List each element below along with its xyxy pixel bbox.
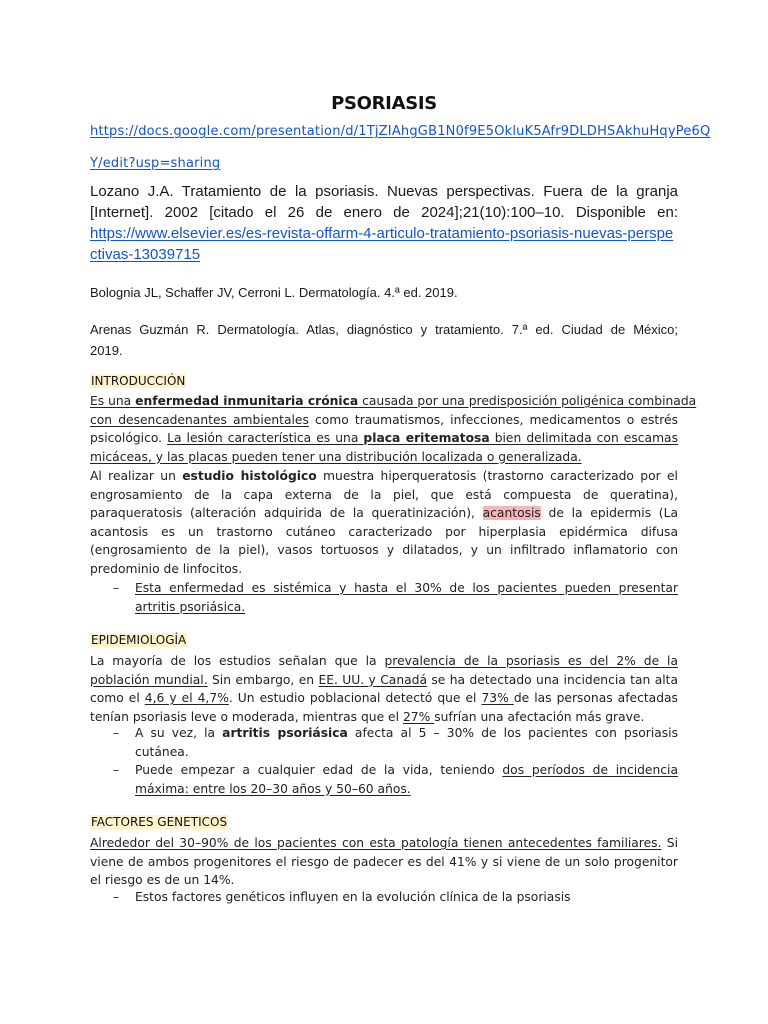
text-span: se ha detectado una incidencia tan alta xyxy=(427,672,678,687)
text-span: . Un estudio poblacional detectó que el xyxy=(228,691,482,705)
reference-lozano-line2: [Internet]. 2002 [citado el 26 de enero de 2024];21(10):100–10. Disponible en: xyxy=(90,204,678,221)
text-line: Esta enfermedad es sistémica y hasta el 30% de los pacientes pueden presentar xyxy=(135,581,678,595)
heading-introduccion: INTRODUCCIÓN xyxy=(91,374,186,388)
text-line: cutánea. xyxy=(135,744,189,759)
text-span: Es una xyxy=(90,394,136,408)
reference-bolognia xyxy=(90,282,678,303)
text-span: de las personas afectadas xyxy=(513,691,678,705)
text-span: 73% xyxy=(481,691,514,705)
bullet-dash: – xyxy=(113,581,120,595)
text-span: paraqueratosis (alteración adquirida de la queratinización), xyxy=(90,506,483,520)
text-span: A su vez, la xyxy=(135,726,223,740)
text-span: como el xyxy=(90,691,145,705)
text-span: bien delimitada con escamas xyxy=(489,431,678,445)
text-line: acantosis es un trastorno cutáneo caracterizado por hiperplasia epidérmica difusa xyxy=(90,524,678,539)
text-span: psicológico. xyxy=(90,431,168,445)
epidemiologia-paragraph-1 xyxy=(90,652,678,726)
bullet-dash: – xyxy=(113,763,120,777)
text-span: micáceas, y las placas pueden tener una distribución localizada o generalizada. xyxy=(90,449,582,464)
text-span: como traumatismos, infecciones, medicamentos o estrés xyxy=(308,412,678,427)
text-line: predominio de linfocitos. xyxy=(90,561,243,576)
bullet-dash: – xyxy=(113,726,120,740)
text-span: La lesión característica es una xyxy=(167,431,364,445)
text-span: tenían psoriasis leve o moderada, mientras que el xyxy=(90,709,403,724)
reference-bolognia-text: Bolognia JL, Schaffer JV, Cerroni L. Dermatología. 4.ª ed. 2019. xyxy=(90,285,458,300)
reference-arenas xyxy=(90,319,678,361)
highlight-acantosis: acantosis xyxy=(482,506,541,520)
text-span: artritis psoriásica. xyxy=(135,599,246,614)
text-span: causada por una predisposición poligénica combinada xyxy=(358,394,697,408)
text-span: 4,6 y el 4,7% xyxy=(144,691,229,705)
text-span: dos períodos de incidencia xyxy=(502,763,679,777)
text-span: placa eritematosa xyxy=(363,431,490,445)
text-line: engrosamiento de la capa externa de la piel, que está compuesta de queratina), xyxy=(90,487,678,502)
introduccion-paragraph-2 xyxy=(90,467,678,578)
text-span: prevalencia de la psoriasis es del 2% de la xyxy=(384,654,678,668)
text-span: La mayoría de los estudios señalan que la xyxy=(90,654,385,668)
text-span: EE. UU. y Canadá xyxy=(318,672,428,687)
reference-lozano xyxy=(90,181,678,265)
text-span: Sin embargo, en xyxy=(207,672,319,687)
text-span: enfermedad inmunitaria crónica xyxy=(135,394,359,408)
text-line: el riesgo es de un 14%. xyxy=(90,873,235,887)
introduccion-paragraph-1 xyxy=(90,392,697,466)
elsevier-link-line1[interactable]: https://www.elsevier.es/es-revista-offarm-4-articulo-tratamiento-psoriasis-nuevas-perspe xyxy=(90,225,674,242)
text-line: Estos factores genéticos influyen en la evolución clínica de la psoriasis xyxy=(135,890,571,904)
text-span: Al realizar un xyxy=(90,469,183,483)
text-span: con desencadenantes ambientales xyxy=(90,412,309,427)
presentation-link-line2[interactable]: Y/edit?usp=sharing xyxy=(90,156,221,171)
text-line: (engrosamiento de la piel), vasos tortuosos y dilatados, y un infiltrado inflamatorio con xyxy=(90,543,678,557)
reference-arenas-line2: 2019. xyxy=(90,343,123,358)
presentation-link-line1[interactable]: https://docs.google.com/presentation/d/1TjZIAhgGB1N0f9E5OkluK5Afr9DLDHSAkhuHqyPe6Q xyxy=(90,124,711,139)
text-span: Si xyxy=(661,836,678,850)
text-span: muestra hiperqueratosis (trastorno caracterizado por el xyxy=(316,469,678,483)
text-span: Puede empezar a cualquier edad de la vida, teniendo xyxy=(135,763,503,777)
text-span: artritis psoriásica xyxy=(222,726,348,740)
elsevier-link-line2[interactable]: ctivas-13039715 xyxy=(90,246,201,263)
text-span: sufrían una afectación más grave. xyxy=(434,709,645,724)
heading-factores-geneticos: FACTORES GENETICOS xyxy=(91,815,228,829)
reference-arenas-line1: Arenas Guzmán R. Dermatología. Atlas, diagnóstico y tratamiento. 7.ª ed. Ciudad de México; xyxy=(90,322,678,337)
text-span: Alrededor del 30–90% de los pacientes con esta patología tienen antecedentes familiares. xyxy=(90,836,662,850)
reference-lozano-line1: Lozano J.A. Tratamiento de la psoriasis. Nuevas perspectivas. Fuera de la granja xyxy=(90,183,678,200)
text-span: estudio histológico xyxy=(182,469,317,483)
bullet-dash: – xyxy=(113,890,120,904)
text-span: afecta al 5 – 30% de los pacientes con psoriasis xyxy=(347,726,679,740)
heading-epidemiologia: EPIDEMIOLOGÍA xyxy=(91,633,187,647)
text-span: de la epidermis (La xyxy=(540,506,678,520)
text-span: población mundial. xyxy=(90,672,208,687)
document-title: PSORIASIS xyxy=(331,93,437,114)
text-span: 27% xyxy=(402,709,435,724)
factores-paragraph-1 xyxy=(90,834,678,890)
text-line: viene de ambos progenitores el riesgo de padecer es del 41% y si viene de un solo progenitor xyxy=(90,854,678,869)
text-span: máxima: entre los 20–30 años y 50–60 años. xyxy=(135,781,411,796)
